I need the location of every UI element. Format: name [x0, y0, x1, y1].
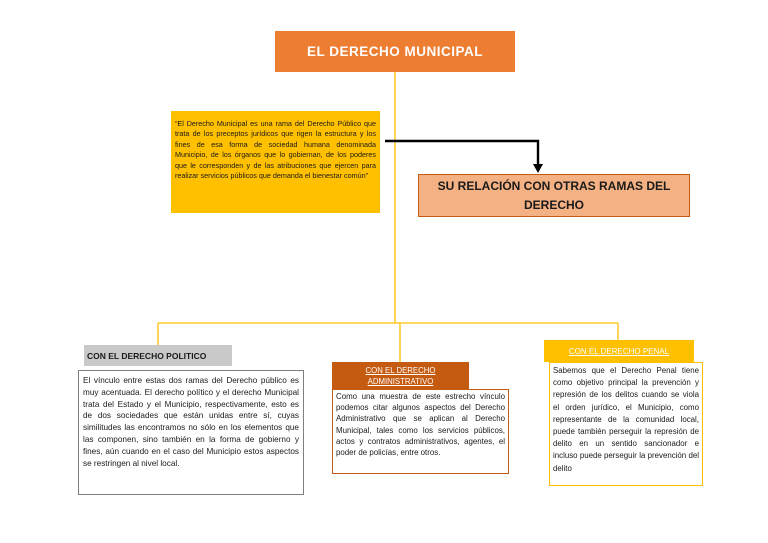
branch-admin-title-line2: ADMINISTRATIVO — [367, 376, 434, 386]
branch-penal-text: Sabemos que el Derecho Penal tiene como objetivo principal la prevención y represión de los delitos cuando se viola el orden jurídico, el Municipio, como representante de la comunidad local, puede también perseguir la represión de delito en un sentido sancionador e incluso puede perseguir la prevención del delito — [549, 362, 703, 486]
branch-politico-title: CON EL DERECHO POLITICO — [84, 345, 232, 366]
relation-arrow — [385, 141, 538, 166]
branch-politico-text: El vínculo entre estas dos ramas del Derecho público es muy acentuada. El derecho político y el derecho Municipal trata del Estado y el Municipio, respectivamente, esto es de dos sociedades que están unidas entre sí, cuyas similitudes las encontramos no sólo en los elementos que las componen, sino también en la forma de gobierno y fines, aún cuando en el caso del Municipio estos aspectos se restringen al nivel local. — [78, 370, 304, 495]
diagram-title: EL DERECHO MUNICIPAL — [275, 31, 515, 72]
definition-box: “El Derecho Municipal es una rama del Derecho Público que trata de los preceptos jurídicos que rigen la estructura y los fines de esa forma de sociedad humana denominada Municipio, de los órganos que lo gobiernan, de los poderes que le corresponden y de las atribuciones que ejercen para realizar servicios públicos que demanda el bienestar común” — [171, 111, 380, 213]
relation-box: SU RELACIÓN CON OTRAS RAMAS DEL DERECHO — [418, 174, 690, 217]
branch-admin-title — [332, 362, 469, 389]
branch-admin-text: Como una muestra de este estrecho vínculo podemos citar algunos aspectos del Derecho Administrativo que se aplican al Derecho Municipal, tales como los servicios públicos, actos y contratos administrativos, agentes, el poder de policías, entre otros. — [332, 389, 509, 474]
branch-penal-title: CON EL DERECHO PENAL — [544, 340, 694, 362]
branch-admin-title-line1: CON EL DERECHO — [365, 365, 436, 375]
relation-arrowhead — [533, 164, 543, 173]
